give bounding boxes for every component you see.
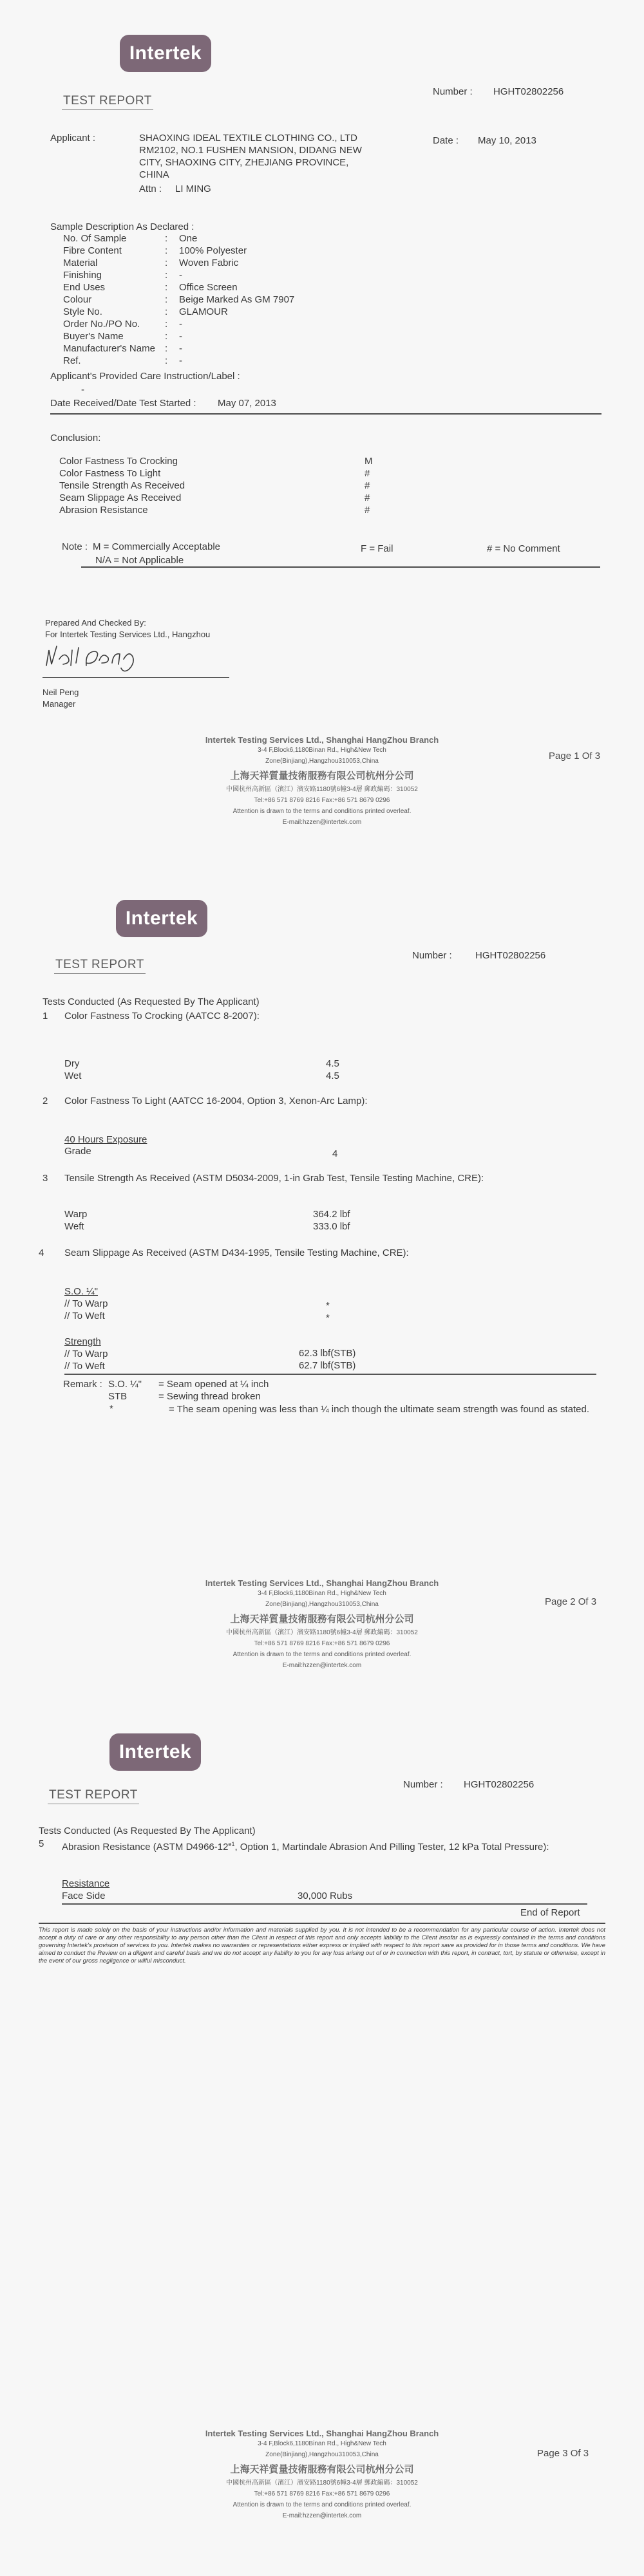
- report-page-1: [0, 0, 644, 869]
- test-5-row-value: 30,000 Rubs: [298, 1890, 353, 1901]
- footer-cn-name: 上海天祥質量技術服務有限公司杭州分公司: [230, 1614, 414, 1625]
- test-1-dry-label: Dry: [64, 1058, 80, 1069]
- sample-field-value: -: [179, 355, 182, 366]
- sample-field-label: Manufacturer's Name: [63, 343, 155, 354]
- sample-field-value: -: [179, 343, 182, 354]
- test-2-grade-value: 4: [332, 1148, 338, 1159]
- sample-field-colon: :: [165, 319, 168, 330]
- report-page-2: [0, 869, 644, 1722]
- test-1-number: 1: [43, 1011, 48, 1022]
- test-4-strength-weft-value: 62.7 lbf(STB): [299, 1360, 356, 1371]
- note-na: N/A = Not Applicable: [95, 555, 184, 566]
- footer-company: Intertek Testing Services Ltd., Shanghai HangZhou Branch: [205, 2429, 439, 2438]
- footer-attention: Attention is drawn to the terms and conditions printed overleaf.: [232, 1651, 412, 1658]
- divider: [81, 566, 600, 568]
- footer-cn-addr: 中國杭州高新區（濱江）濱安路1180號6幢3-4層 郵政編碼：310052: [226, 1629, 418, 1636]
- report-number: HGHT02802256: [475, 950, 546, 961]
- footer-email: E-mail:hzzen@intertek.com: [282, 1662, 362, 1669]
- test-4-strength-warp-label: // To Warp: [64, 1349, 108, 1359]
- test-2-subheading: 40 Hours Exposure: [64, 1134, 147, 1145]
- test-4-strength-heading: Strength: [64, 1336, 101, 1347]
- footer-attention: Attention is drawn to the terms and conditions printed overleaf.: [232, 2501, 412, 2508]
- divider: [64, 1374, 596, 1375]
- number-label: Number :: [412, 950, 452, 961]
- care-value: -: [81, 384, 84, 395]
- remark-1-value: = Seam opened at ¼ inch: [158, 1379, 269, 1390]
- conclusion-item-label: Tensile Strength As Received: [59, 480, 185, 491]
- report-title: TEST REPORT: [55, 958, 144, 971]
- title-underline: [54, 973, 146, 974]
- sample-field-colon: :: [165, 294, 168, 305]
- test-5-row-label: Face Side: [62, 1890, 106, 1901]
- footer-addr-2: Zone(Binjiang),Hangzhou310053,China: [265, 2451, 379, 2458]
- divider: [39, 1923, 605, 1924]
- footer-tel: Tel:+86 571 8769 8216 Fax:+86 571 8679 0296: [254, 2490, 390, 2497]
- footer-cn-addr: 中國杭州高新區（濱江）濱安路1180號6幢3-4層 郵政編碼：310052: [226, 786, 418, 793]
- note-label: Note :: [62, 541, 88, 552]
- footer-addr-1: 3-4 F,Block6,1180Binan Rd., High&New Tech: [258, 747, 386, 754]
- test-1-title: Color Fastness To Crocking (AATCC 8-2007):: [64, 1011, 260, 1022]
- sample-field-value: 100% Polyester: [179, 245, 247, 256]
- page-number: Page 1 Of 3: [549, 751, 601, 761]
- prepared-by: Prepared And Checked By:: [45, 618, 146, 628]
- sample-field-label: Buyer's Name: [63, 331, 124, 342]
- report-number: HGHT02802256: [493, 86, 564, 97]
- test-1-wet-value: 4.5: [326, 1070, 339, 1081]
- end-of-report: End of Report: [520, 1907, 580, 1918]
- footer-addr-2: Zone(Binjiang),Hangzhou310053,China: [265, 1601, 379, 1608]
- remark-label: Remark :: [63, 1379, 102, 1390]
- footer-company: Intertek Testing Services Ltd., Shanghai HangZhou Branch: [205, 1578, 439, 1588]
- title-underline: [62, 109, 153, 110]
- test-4-number: 4: [39, 1247, 44, 1258]
- footer: [0, 735, 644, 828]
- conclusion-item-label: Color Fastness To Crocking: [59, 456, 178, 467]
- sample-heading: Sample Description As Declared :: [50, 221, 194, 232]
- test-3-weft-label: Weft: [64, 1221, 84, 1232]
- sample-field-value: -: [179, 331, 182, 342]
- test-4-so-warp-value: *: [326, 1300, 330, 1311]
- conclusion-item-label: Abrasion Resistance: [59, 505, 148, 516]
- footer-cn-name: 上海天祥質量技術服務有限公司杭州分公司: [230, 2464, 414, 2475]
- footer-cn-addr: 中國杭州高新區（濱江）濱安路1180號6幢3-4層 郵政編碼：310052: [226, 2479, 418, 2487]
- handwritten-signature: [43, 640, 152, 675]
- sample-field-colon: :: [165, 233, 168, 244]
- footer: [0, 1578, 644, 1671]
- report-number: HGHT02802256: [464, 1779, 535, 1790]
- number-label: Number :: [433, 86, 473, 97]
- sample-field-value: -: [179, 319, 182, 330]
- sample-field-label: Colour: [63, 294, 92, 305]
- sample-field-colon: :: [165, 355, 168, 366]
- conclusion-item-result: #: [365, 492, 370, 503]
- remark-3-key: *: [109, 1403, 113, 1414]
- footer-addr-1: 3-4 F,Block6,1180Binan Rd., High&New Tech: [258, 2440, 386, 2447]
- test-5-title: Abrasion Resistance (ASTM $D4966-12^{e1}$, Option 1, Martindale Abrasion And Pilling Tester, 12 kPa Total Pressure):: [62, 1841, 549, 1853]
- footer-email: E-mail:hzzen@intertek.com: [282, 2512, 362, 2519]
- legal-disclaimer: This report is made solely on the basis of your instructions and/or information and materials supplied by you. It is not intended to be a recommendation for any particular course of action. Intertek does not accept a duty of care or any other responsibility to any person other than the Client in respect of this report and only accepts liability to the Client insofar as is expressly contained in the terms and conditions governing Intertek's provision of services to you. Intertek makes no warranties or representations either express or implied with respect to this report save as provided for in those terms and conditions. We have aimed to conduct the Review on a diligent and careful basis and we do not accept any liability to you for any loss arising out of or in connection with this report, in contract, tort, by statute or otherwise, except in the event of our gross negligence or wilful misconduct.: [39, 1927, 605, 1965]
- test-4-so-warp-label: // To Warp: [64, 1298, 108, 1309]
- sample-field-colon: :: [165, 306, 168, 317]
- test-2-title: Color Fastness To Light (AATCC 16-2004, Option 3, Xenon-Arc Lamp):: [64, 1096, 368, 1106]
- report-title: TEST REPORT: [49, 1788, 138, 1802]
- test-3-warp-label: Warp: [64, 1209, 88, 1220]
- sample-field-value: One: [179, 233, 198, 244]
- test-3-title: Tensile Strength As Received (ASTM D5034-2009, 1-in Grab Test, Tensile Testing Machine, CRE):: [64, 1173, 484, 1184]
- prepared-for: For Intertek Testing Services Ltd., Hangzhou: [45, 630, 211, 639]
- conclusion-item-result: M: [365, 456, 373, 467]
- page-number: Page 2 Of 3: [545, 1596, 597, 1607]
- applicant-label: Applicant :: [50, 133, 96, 144]
- sample-field-label: Order No./PO No.: [63, 319, 140, 330]
- note-m: M = Commercially Acceptable: [93, 541, 220, 552]
- number-label: Number :: [403, 1779, 443, 1790]
- footer-attention: Attention is drawn to the terms and conditions printed overleaf.: [232, 808, 412, 815]
- attn-label: Attn :: [139, 183, 162, 194]
- test-3-warp-value: 364.2 lbf: [313, 1209, 350, 1220]
- remark-1-key: S.O. ¼": [108, 1379, 142, 1390]
- signer-name: Neil Peng: [43, 687, 79, 697]
- footer-email: E-mail:hzzen@intertek.com: [282, 819, 362, 826]
- note-no-comment: # = No Comment: [487, 543, 560, 554]
- sample-field-colon: :: [165, 257, 168, 268]
- test-1-wet-label: Wet: [64, 1070, 82, 1081]
- sample-field-colon: :: [165, 331, 168, 342]
- test-3-number: 3: [43, 1173, 48, 1184]
- intertek-logo: Intertek: [116, 900, 207, 937]
- test-4-so-heading: S.O. ¼": [64, 1286, 99, 1297]
- conclusion-item-result: #: [365, 468, 370, 479]
- sample-field-colon: :: [165, 270, 168, 281]
- intertek-logo: Intertek: [120, 35, 211, 72]
- remark-3-value: = The seam opening was less than ¼ inch though the ultimate seam strength was found as stated.: [169, 1404, 590, 1415]
- sample-field-label: Ref.: [63, 355, 81, 366]
- applicant-line-3: CITY, SHAOXING CITY, ZHEJIANG PROVINCE,: [139, 157, 349, 168]
- dates-value: May 07, 2013: [218, 398, 276, 409]
- test-3-weft-value: 333.0 lbf: [313, 1221, 350, 1232]
- signature-line: [43, 677, 229, 678]
- footer-company: Intertek Testing Services Ltd., Shanghai HangZhou Branch: [205, 735, 439, 745]
- tests-heading: Tests Conducted (As Requested By The Applicant): [39, 1825, 256, 1836]
- intertek-logo: Intertek: [109, 1733, 201, 1771]
- footer: [0, 2429, 644, 2521]
- remark-2-value: = Sewing thread broken: [158, 1391, 261, 1402]
- date-label: Date :: [433, 135, 459, 146]
- report-date: May 10, 2013: [478, 135, 536, 146]
- test-5-number: 5: [39, 1838, 44, 1849]
- sample-field-colon: :: [165, 343, 168, 354]
- applicant-line-1: SHAOXING IDEAL TEXTILE CLOTHING CO., LTD: [139, 133, 357, 144]
- test-4-title: Seam Slippage As Received (ASTM D434-1995, Tensile Testing Machine, CRE):: [64, 1247, 409, 1258]
- conclusion-item-result: #: [365, 480, 370, 491]
- sample-field-label: Finishing: [63, 270, 102, 281]
- test-2-grade-label: Grade: [64, 1146, 91, 1157]
- conclusion-item-label: Color Fastness To Light: [59, 468, 161, 479]
- test-5-subheading: Resistance: [62, 1878, 110, 1889]
- divider: [50, 413, 601, 415]
- sample-field-label: Material: [63, 257, 98, 268]
- footer-addr-2: Zone(Binjiang),Hangzhou310053,China: [265, 758, 379, 765]
- applicant-line-4: CHINA: [139, 169, 169, 180]
- test-1-dry-value: 4.5: [326, 1058, 339, 1069]
- sample-field-value: GLAMOUR: [179, 306, 228, 317]
- tests-heading: Tests Conducted (As Requested By The Applicant): [43, 996, 260, 1007]
- report-title: TEST REPORT: [63, 94, 152, 107]
- footer-tel: Tel:+86 571 8769 8216 Fax:+86 571 8679 0296: [254, 797, 390, 804]
- footer-tel: Tel:+86 571 8769 8216 Fax:+86 571 8679 0296: [254, 1640, 390, 1647]
- remark-2-key: STB: [108, 1391, 128, 1402]
- attn-value: LI MING: [175, 183, 211, 194]
- test-4-strength-weft-label: // To Weft: [64, 1361, 105, 1372]
- sample-field-colon: :: [165, 245, 168, 256]
- sample-field-value: -: [179, 270, 182, 281]
- sample-field-label: End Uses: [63, 282, 106, 293]
- test-2-number: 2: [43, 1096, 48, 1106]
- page-number: Page 3 Of 3: [537, 2448, 589, 2459]
- dates-label: Date Received/Date Test Started :: [50, 398, 196, 409]
- report-page-3: [0, 1722, 644, 2576]
- applicant-line-2: RM2102, NO.1 FUSHEN MANSION, DIDANG NEW: [139, 145, 362, 156]
- sample-field-value: Office Screen: [179, 282, 238, 293]
- sample-field-label: Fibre Content: [63, 245, 122, 256]
- conclusion-item-label: Seam Slippage As Received: [59, 492, 182, 503]
- conclusion-heading: Conclusion:: [50, 433, 101, 443]
- sample-field-value: Woven Fabric: [179, 257, 239, 268]
- test-4-so-weft-label: // To Weft: [64, 1311, 105, 1321]
- sample-field-value: Beige Marked As GM 7907: [179, 294, 295, 305]
- test-4-so-weft-value: *: [326, 1312, 330, 1323]
- sample-field-label: No. Of Sample: [63, 233, 127, 244]
- signer-title: Manager: [43, 699, 76, 709]
- footer-addr-1: 3-4 F,Block6,1180Binan Rd., High&New Tech: [258, 1590, 386, 1597]
- sample-field-label: Style No.: [63, 306, 102, 317]
- note-fail: F = Fail: [361, 543, 393, 554]
- footer-cn-name: 上海天祥質量技術服務有限公司杭州分公司: [230, 770, 414, 781]
- conclusion-item-result: #: [365, 505, 370, 516]
- test-4-strength-warp-value: 62.3 lbf(STB): [299, 1348, 356, 1359]
- sample-field-colon: :: [165, 282, 168, 293]
- divider: [62, 1903, 587, 1905]
- care-label: Applicant's Provided Care Instruction/Label :: [50, 371, 240, 382]
